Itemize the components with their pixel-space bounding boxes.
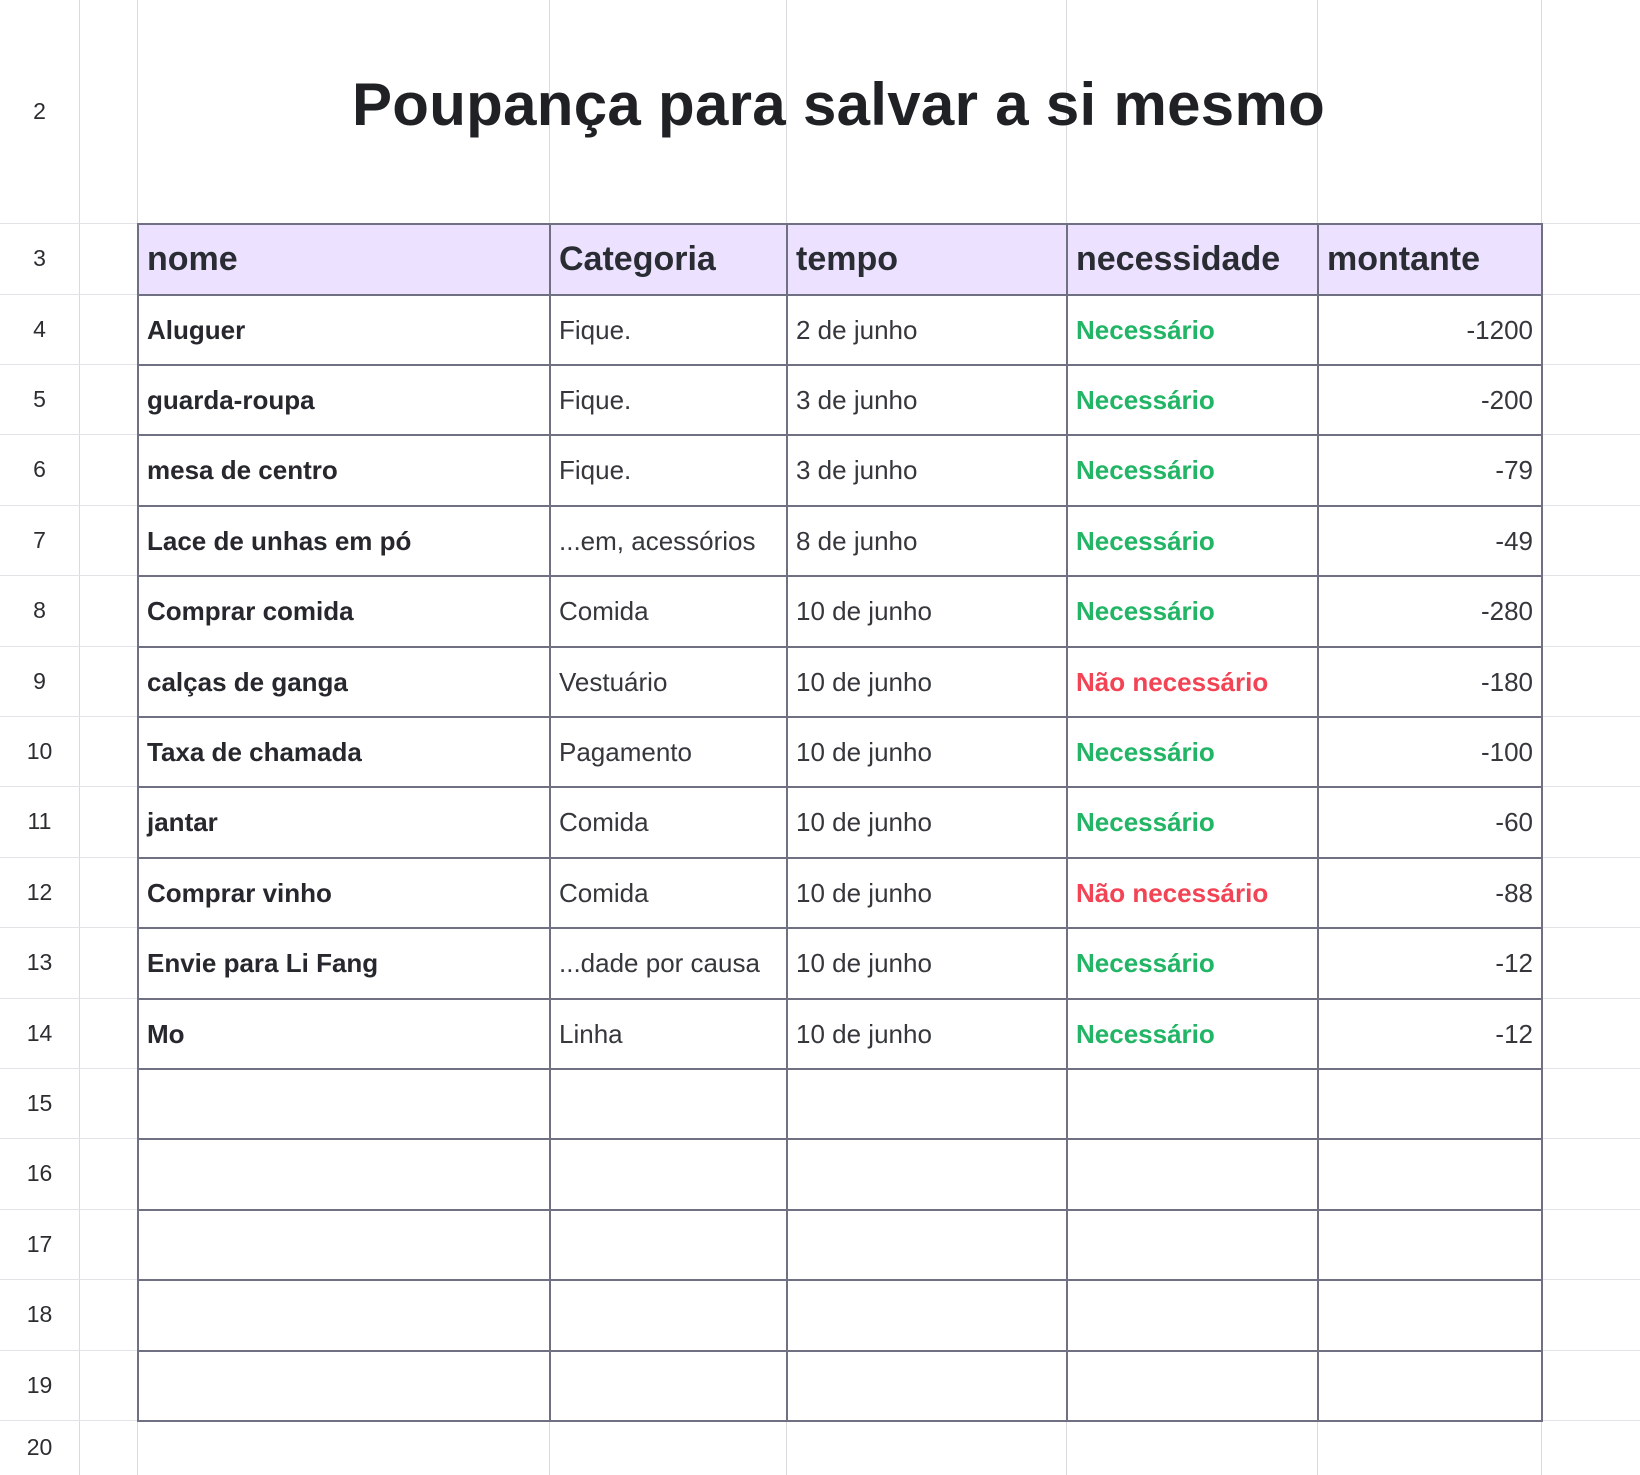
header-cell-categoria[interactable]: Categoria: [550, 224, 787, 295]
row-number[interactable]: 10: [26, 738, 53, 764]
category-cell[interactable]: Fique.: [550, 365, 787, 435]
empty-cell[interactable]: [550, 1069, 787, 1139]
table-row: [138, 576, 1542, 647]
empty-cell[interactable]: [138, 1210, 550, 1280]
row-number[interactable]: 14: [26, 1020, 53, 1046]
category-cell[interactable]: Comida: [550, 787, 787, 858]
empty-cell[interactable]: [1318, 1210, 1542, 1280]
amount-cell[interactable]: -60: [1318, 787, 1542, 858]
empty-cell[interactable]: [1318, 1069, 1542, 1139]
date-cell[interactable]: 10 de junho: [787, 717, 1067, 787]
empty-table-row: [138, 1210, 1542, 1280]
necessity-cell[interactable]: Não necessário: [1067, 858, 1318, 928]
empty-cell[interactable]: [787, 1351, 1067, 1421]
empty-cell[interactable]: [138, 1069, 550, 1139]
table-row: [138, 999, 1542, 1069]
name-cell[interactable]: calças de ganga: [138, 647, 550, 717]
header-cell-necessidade[interactable]: necessidade: [1067, 224, 1318, 295]
table-row: [138, 295, 1542, 365]
date-cell[interactable]: 10 de junho: [787, 928, 1067, 999]
row-number[interactable]: 20: [26, 1434, 53, 1460]
category-cell[interactable]: ...em, acessórios: [550, 506, 787, 576]
empty-cell[interactable]: [138, 1280, 550, 1351]
necessity-cell[interactable]: Necessário: [1067, 787, 1318, 858]
necessity-cell[interactable]: Necessário: [1067, 717, 1318, 787]
empty-cell[interactable]: [1067, 1280, 1318, 1351]
table-row: [138, 435, 1542, 506]
necessity-cell[interactable]: Necessário: [1067, 999, 1318, 1069]
table-row: [138, 858, 1542, 928]
necessity-cell[interactable]: Necessário: [1067, 435, 1318, 506]
name-cell[interactable]: Lace de unhas em pó: [138, 506, 550, 576]
expense-table: [137, 223, 1543, 1422]
amount-cell[interactable]: -280: [1318, 576, 1542, 647]
empty-cell[interactable]: [1067, 1210, 1318, 1280]
empty-cell[interactable]: [787, 1069, 1067, 1139]
empty-table-row: [138, 1139, 1542, 1210]
header-cell-nome[interactable]: nome: [138, 224, 550, 295]
row-number[interactable]: 4: [33, 316, 46, 342]
empty-cell[interactable]: [550, 1351, 787, 1421]
amount-cell[interactable]: -100: [1318, 717, 1542, 787]
amount-cell[interactable]: -49: [1318, 506, 1542, 576]
name-cell[interactable]: Envie para Li Fang: [138, 928, 550, 999]
empty-cell[interactable]: [550, 1280, 787, 1351]
necessity-cell[interactable]: Necessário: [1067, 365, 1318, 435]
necessity-cell[interactable]: Não necessário: [1067, 647, 1318, 717]
name-cell[interactable]: jantar: [138, 787, 550, 858]
amount-cell[interactable]: -200: [1318, 365, 1542, 435]
name-cell[interactable]: Mo: [138, 999, 550, 1069]
date-cell[interactable]: 3 de junho: [787, 435, 1067, 506]
sheet-title: Poupança para salvar a si mesmo: [351, 71, 1326, 138]
table-row: [138, 928, 1542, 999]
necessity-cell[interactable]: Necessário: [1067, 576, 1318, 647]
date-cell[interactable]: 8 de junho: [787, 506, 1067, 576]
name-cell[interactable]: Taxa de chamada: [138, 717, 550, 787]
empty-cell[interactable]: [787, 1280, 1067, 1351]
row-number[interactable]: 19: [26, 1372, 53, 1398]
row-number[interactable]: 11: [27, 808, 52, 834]
date-cell[interactable]: 3 de junho: [787, 365, 1067, 435]
category-cell[interactable]: Linha: [550, 999, 787, 1069]
row-number[interactable]: 18: [26, 1301, 53, 1327]
row-number[interactable]: 16: [26, 1160, 53, 1186]
row-number[interactable]: 12: [26, 879, 53, 905]
name-cell[interactable]: guarda-roupa: [138, 365, 550, 435]
table-row: [138, 506, 1542, 576]
row-number[interactable]: 7: [33, 527, 46, 553]
empty-cell[interactable]: [1067, 1139, 1318, 1210]
row-number[interactable]: 17: [26, 1231, 53, 1257]
empty-cell[interactable]: [550, 1139, 787, 1210]
header-row: [138, 224, 1542, 295]
header-cell-tempo[interactable]: tempo: [787, 224, 1067, 295]
empty-cell[interactable]: [1067, 1351, 1318, 1421]
name-cell[interactable]: Comprar comida: [138, 576, 550, 647]
row-number[interactable]: 3: [33, 245, 46, 271]
header-cell-montante[interactable]: montante: [1318, 224, 1542, 295]
empty-table-row: [138, 1069, 1542, 1139]
table-row: [138, 647, 1542, 717]
category-cell[interactable]: ...dade por causa: [550, 928, 787, 999]
empty-cell[interactable]: [787, 1139, 1067, 1210]
category-cell[interactable]: Fique.: [550, 435, 787, 506]
name-cell[interactable]: Comprar vinho: [138, 858, 550, 928]
category-cell[interactable]: Pagamento: [550, 717, 787, 787]
grid-column-line: [79, 0, 80, 1475]
row-number[interactable]: 9: [33, 668, 46, 694]
row-number[interactable]: 5: [33, 386, 46, 412]
date-cell[interactable]: 10 de junho: [787, 787, 1067, 858]
empty-cell[interactable]: [1318, 1280, 1542, 1351]
date-cell[interactable]: 10 de junho: [787, 999, 1067, 1069]
table-row: [138, 717, 1542, 787]
amount-cell[interactable]: -12: [1318, 928, 1542, 999]
amount-cell[interactable]: -1200: [1318, 295, 1542, 365]
empty-table-row: [138, 1351, 1542, 1421]
empty-cell[interactable]: [1318, 1139, 1542, 1210]
row-number[interactable]: 8: [33, 597, 46, 623]
amount-cell[interactable]: -12: [1318, 999, 1542, 1069]
date-cell[interactable]: 10 de junho: [787, 576, 1067, 647]
table-row: [138, 365, 1542, 435]
date-cell[interactable]: 10 de junho: [787, 647, 1067, 717]
row-number[interactable]: 13: [26, 949, 53, 975]
empty-cell[interactable]: [138, 1351, 550, 1421]
name-cell[interactable]: mesa de centro: [138, 435, 550, 506]
table-row: [138, 787, 1542, 858]
category-cell[interactable]: Comida: [550, 576, 787, 647]
empty-cell[interactable]: [138, 1139, 550, 1210]
date-cell[interactable]: 10 de junho: [787, 858, 1067, 928]
category-cell[interactable]: Vestuário: [550, 647, 787, 717]
empty-cell[interactable]: [787, 1210, 1067, 1280]
row-number[interactable]: 2: [33, 98, 46, 124]
necessity-cell[interactable]: Necessário: [1067, 295, 1318, 365]
name-cell[interactable]: Aluguer: [138, 295, 550, 365]
row-number[interactable]: 15: [26, 1090, 53, 1116]
amount-cell[interactable]: -88: [1318, 858, 1542, 928]
amount-cell[interactable]: -79: [1318, 435, 1542, 506]
empty-cell[interactable]: [550, 1210, 787, 1280]
empty-cell[interactable]: [1318, 1351, 1542, 1421]
date-cell[interactable]: 2 de junho: [787, 295, 1067, 365]
empty-table-row: [138, 1280, 1542, 1351]
category-cell[interactable]: Comida: [550, 858, 787, 928]
amount-cell[interactable]: -180: [1318, 647, 1542, 717]
category-cell[interactable]: Fique.: [550, 295, 787, 365]
empty-cell[interactable]: [1067, 1069, 1318, 1139]
row-number[interactable]: 6: [33, 456, 46, 482]
necessity-cell[interactable]: Necessário: [1067, 928, 1318, 999]
necessity-cell[interactable]: Necessário: [1067, 506, 1318, 576]
